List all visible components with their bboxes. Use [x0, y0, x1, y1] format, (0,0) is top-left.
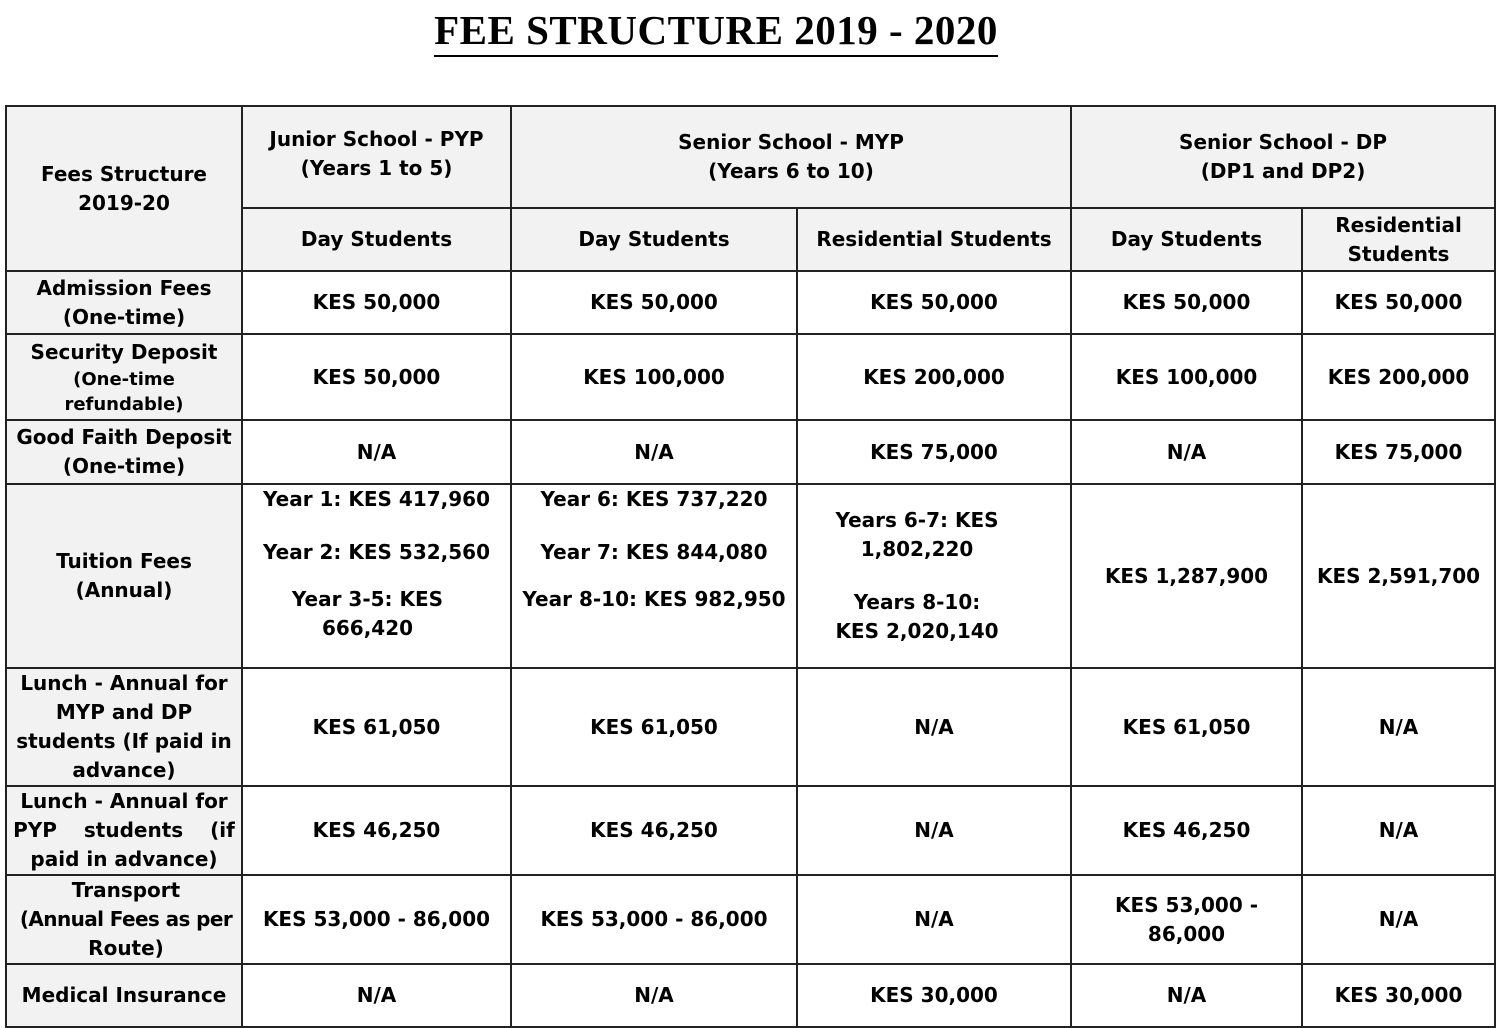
header-group-myp-line2: (Years 6 to 10) — [708, 159, 874, 183]
cell-security-pyp-day: KES 50,000 — [242, 334, 511, 420]
row-label-line: Good Faith Deposit — [16, 425, 232, 449]
row-label-lunch-myp-dp — [6, 668, 242, 786]
row-label-tuition — [6, 484, 242, 668]
row-label-line: Lunch - Annual for — [20, 789, 228, 813]
row-label-line: students (If paid in — [16, 729, 232, 753]
row-label-transport — [6, 875, 242, 964]
cell-admission-dp-res: KES 50,000 — [1302, 271, 1495, 334]
row-label-line: Lunch - Annual for — [20, 671, 228, 695]
cell-lunch1-myp-res: N/A — [797, 668, 1071, 786]
header-corner-line1: Fees Structure — [41, 161, 207, 186]
table-row-admission-fees — [6, 271, 1495, 334]
transport-dp-day-line1: KES 53,000 - — [1115, 892, 1258, 917]
header-group-pyp-line1: Junior School - PYP — [269, 127, 484, 151]
cell-security-dp-res: KES 200,000 — [1302, 334, 1495, 420]
row-label-line: Route) — [88, 936, 164, 960]
header-group-dp-line2: (DP1 and DP2) — [1200, 159, 1366, 183]
cell-lunch2-dp-day: KES 46,250 — [1071, 786, 1302, 875]
row-label-security — [6, 334, 242, 420]
tuition-pyp-year1: Year 1: KES 417,960 — [262, 487, 491, 511]
cell-transport-dp-day — [1071, 875, 1302, 964]
cell-admission-myp-day: KES 50,000 — [511, 271, 797, 334]
table-row-lunch-pyp — [6, 786, 1495, 875]
tuition-myp-year6: Year 6: KES 737,220 — [540, 487, 768, 511]
subcol-pyp-day: Day Students — [242, 208, 511, 271]
header-row-groups — [6, 106, 1495, 208]
table-row-security-deposit — [6, 334, 1495, 420]
tuition-pyp-year3-5: Year 3-5: KES — [291, 587, 444, 611]
header-group-myp-line1: Senior School - MYP — [678, 130, 904, 154]
tuition-pyp-year3-5-amount: 666,420 — [321, 616, 414, 640]
subcol-myp-residential: Residential Students — [797, 208, 1071, 271]
cell-lunch1-myp-day: KES 61,050 — [511, 668, 797, 786]
tuition-myp-res-years8-10-amount: KES 2,020,140 — [835, 619, 999, 643]
cell-medical-dp-res: KES 30,000 — [1302, 964, 1495, 1027]
header-corner-line2: 2019-20 — [78, 190, 170, 215]
row-label-medical — [6, 964, 242, 1027]
row-label-good-faith — [6, 420, 242, 484]
row-label-line: (One-time) — [62, 304, 186, 329]
row-label-line: Transport — [71, 878, 181, 902]
cell-transport-pyp-day: KES 53,000 - 86,000 — [242, 875, 511, 964]
cell-goodfaith-dp-day: N/A — [1071, 420, 1302, 484]
cell-transport-dp-res: N/A — [1302, 875, 1495, 964]
header-group-pyp-line2: (Years 1 to 5) — [300, 156, 453, 180]
row-label-line: (Annual) — [75, 578, 173, 602]
cell-lunch1-dp-res: N/A — [1302, 668, 1495, 786]
cell-tuition-pyp-day — [242, 484, 511, 668]
cell-lunch2-myp-day: KES 46,250 — [511, 786, 797, 875]
row-label-line: (One-time) — [62, 454, 186, 478]
subcol-myp-day: Day Students — [511, 208, 797, 271]
row-label-lunch-pyp — [6, 786, 242, 875]
tuition-myp-res-years6-7: Years 6-7: KES — [835, 508, 999, 532]
cell-medical-pyp-day: N/A — [242, 964, 511, 1027]
row-label-line: Medical Insurance — [21, 983, 227, 1007]
header-group-myp — [511, 106, 1071, 208]
page-title-text: FEE STRUCTURE 2019 - 2020 — [434, 7, 998, 57]
cell-lunch1-pyp-day: KES 61,050 — [242, 668, 511, 786]
table-row-good-faith-deposit — [6, 420, 1495, 484]
row-label-line: Tuition Fees — [56, 549, 192, 573]
table-row-tuition-fees — [6, 484, 1495, 668]
cell-tuition-myp-day — [511, 484, 797, 668]
row-label-line: (Annual Fees as per — [19, 907, 233, 931]
cell-lunch2-dp-res: N/A — [1302, 786, 1495, 875]
cell-lunch2-myp-res: N/A — [797, 786, 1071, 875]
cell-admission-dp-day: KES 50,000 — [1071, 271, 1302, 334]
cell-tuition-myp-res — [797, 484, 1071, 668]
cell-transport-myp-res: N/A — [797, 875, 1071, 964]
cell-transport-myp-day: KES 53,000 - 86,000 — [511, 875, 797, 964]
cell-goodfaith-myp-res: KES 75,000 — [797, 420, 1071, 484]
row-label-line: (One-time — [73, 368, 175, 390]
table-row-transport — [6, 875, 1495, 964]
cell-lunch2-pyp-day: KES 46,250 — [242, 786, 511, 875]
cell-admission-myp-res: KES 50,000 — [797, 271, 1071, 334]
page-title — [0, 6, 1432, 57]
fee-table — [5, 105, 1496, 1028]
cell-goodfaith-pyp-day: N/A — [242, 420, 511, 484]
subcol-dp-residential: Residential Students — [1302, 208, 1495, 271]
subcol-dp-day: Day Students — [1071, 208, 1302, 271]
row-label-line: refundable) — [64, 393, 184, 415]
cell-lunch1-dp-day: KES 61,050 — [1071, 668, 1302, 786]
transport-dp-day-line2: 86,000 — [1147, 921, 1226, 946]
cell-medical-myp-day: N/A — [511, 964, 797, 1027]
cell-security-myp-day: KES 100,000 — [511, 334, 797, 420]
tuition-myp-year8-10: Year 8-10: KES 982,950 — [522, 587, 786, 611]
row-label-line: Security Deposit — [30, 339, 218, 364]
row-label-line: paid in advance) — [30, 847, 218, 871]
header-group-pyp — [242, 106, 511, 208]
cell-medical-dp-day: N/A — [1071, 964, 1302, 1027]
tuition-myp-res-years8-10: Years 8-10: — [853, 590, 981, 614]
header-group-dp-line1: Senior School - DP — [1179, 130, 1387, 154]
cell-tuition-dp-day: KES 1,287,900 — [1071, 484, 1302, 668]
row-label-line: Admission Fees — [36, 275, 212, 300]
tuition-pyp-year2: Year 2: KES 532,560 — [262, 540, 491, 564]
row-label-admission — [6, 271, 242, 334]
table-row-medical-insurance — [6, 964, 1495, 1027]
tuition-myp-res-years6-7-amount: 1,802,220 — [860, 537, 974, 561]
row-label-line: MYP and DP — [55, 700, 193, 724]
cell-security-dp-day: KES 100,000 — [1071, 334, 1302, 420]
header-corner-cell — [6, 106, 242, 271]
row-label-line: advance) — [72, 758, 176, 782]
cell-tuition-dp-res: KES 2,591,700 — [1302, 484, 1495, 668]
cell-admission-pyp-day: KES 50,000 — [242, 271, 511, 334]
table-row-lunch-myp-dp — [6, 668, 1495, 786]
cell-goodfaith-myp-day: N/A — [511, 420, 797, 484]
tuition-myp-year7: Year 7: KES 844,080 — [540, 540, 768, 564]
row-label-line: PYP students (if — [13, 818, 235, 842]
cell-security-myp-res: KES 200,000 — [797, 334, 1071, 420]
cell-medical-myp-res: KES 30,000 — [797, 964, 1071, 1027]
cell-goodfaith-dp-res: KES 75,000 — [1302, 420, 1495, 484]
header-group-dp — [1071, 106, 1495, 208]
